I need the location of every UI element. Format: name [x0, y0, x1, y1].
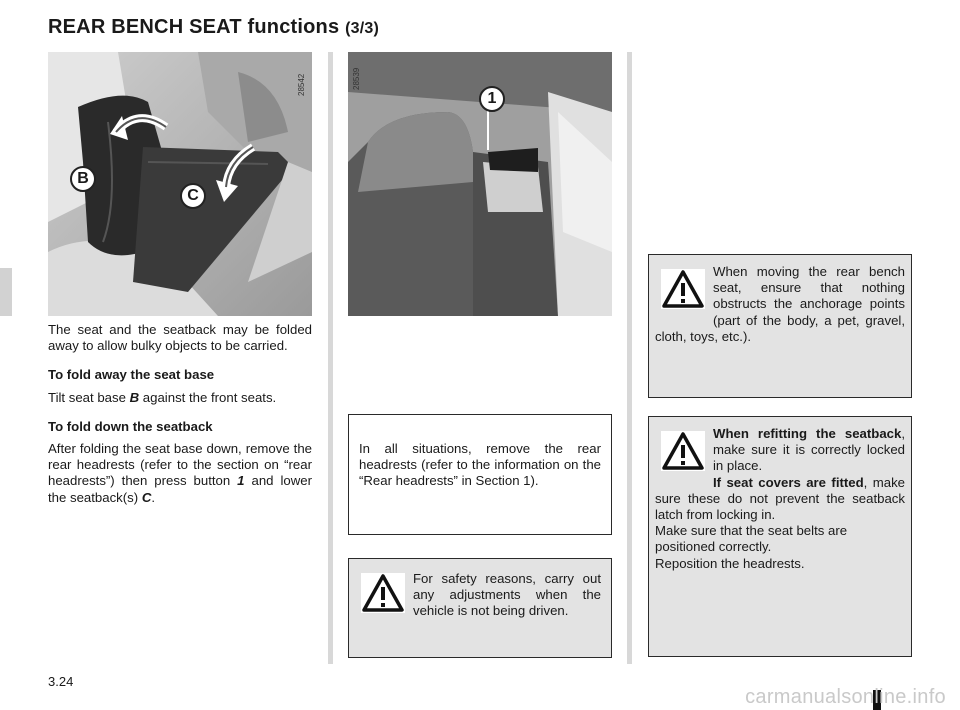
refit-bold-2: If seat covers are fitted	[713, 474, 864, 490]
page-title	[48, 16, 379, 39]
fold-seatback-text	[48, 441, 312, 506]
refit-warning-box	[648, 416, 912, 657]
fold-seat-base-text-pre: Tilt seat base	[48, 389, 130, 405]
column-divider	[627, 52, 632, 664]
page-title-suffix: (3/3)	[345, 20, 379, 37]
column-divider	[328, 52, 333, 664]
ref-c: C	[141, 489, 152, 505]
fold-seatback-text-mid: and lower the seatback(s)	[48, 473, 312, 505]
callout-c: C	[180, 183, 206, 209]
figure-ref-left: 28542	[297, 73, 306, 96]
page-title-main: REAR BENCH SEAT functions	[48, 16, 340, 38]
fold-seat-base-text-post: against the front seats.	[139, 389, 277, 405]
anchorage-warning-content: When moving the rear bench seat, ensure that nothing obstructs the anchorage points (part of the body, a pet, gravel, cloth, toys, etc.).	[655, 264, 905, 344]
figure-ref-right: 28539	[352, 67, 361, 90]
watermark: carmanualsonline.info	[745, 686, 946, 708]
safety-warning-text: For safety reasons, carry out any adjustments when the vehicle is not being driven.	[413, 571, 601, 619]
section-edge-tab	[0, 268, 12, 316]
refit-warning-text	[655, 426, 905, 572]
fold-seatback-heading: To fold down the seatback	[48, 418, 213, 434]
anchorage-warning-text	[655, 264, 905, 345]
callout-b: B	[70, 166, 96, 192]
left-column-text	[48, 322, 312, 519]
page-number: 3.24	[48, 674, 74, 689]
anchorage-warning-box	[648, 254, 912, 398]
headrest-note-text: In all situations, remove the rear headrests (refer to the information on the “Rear headrests” in Section 1).	[359, 441, 601, 489]
headrest-note-box	[348, 414, 612, 535]
callout-1: 1	[479, 86, 505, 112]
fold-seat-base-heading: To fold away the seat base	[48, 367, 215, 383]
figure-seat-base-fold	[48, 52, 312, 316]
intro-paragraph: The seat and the seatback may be folded away to allow bulky objects to be carried.	[48, 322, 312, 354]
figure-seatback-button	[348, 52, 612, 316]
fold-seat-base-text	[48, 390, 312, 406]
safety-warning-box	[348, 558, 612, 658]
refit-bold-1: When refitting the seatback	[713, 426, 902, 441]
warning-triangle-icon	[361, 573, 405, 613]
fold-seatback-text-post: .	[151, 489, 156, 505]
ref-b: B	[129, 389, 140, 405]
refit-text-3: Make sure that the seat belts are positioned correctly.	[655, 523, 848, 555]
refit-text-1: , make sure it is correctly locked in place.	[713, 426, 905, 474]
refit-text-4: Reposition the headrests.	[655, 555, 805, 571]
ref-1: 1	[237, 473, 245, 489]
refit-text-2: , make sure these do not prevent the seatback latch from locking in.	[655, 474, 905, 523]
fold-seatback-text-pre: After folding the seat base down, remove the rear headrests (refer to the section on “rear headrests”) then press button	[48, 441, 312, 489]
